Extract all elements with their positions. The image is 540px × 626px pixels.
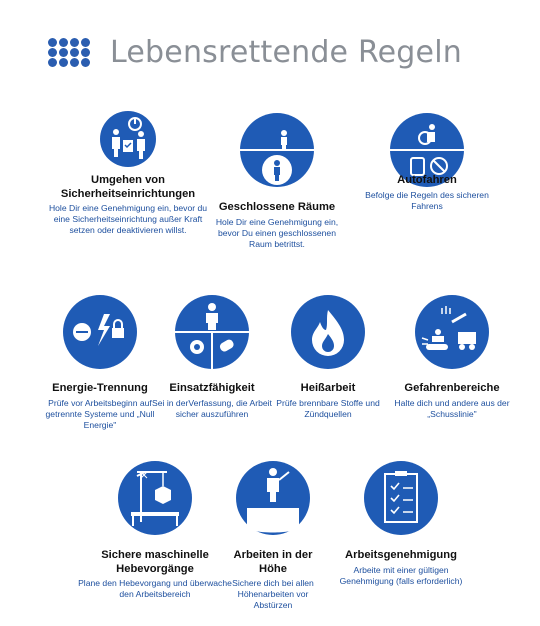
energy-isolation-icon xyxy=(60,292,140,372)
rule-working-at-height xyxy=(218,458,328,626)
rule-title: Arbeiten in der Höhe xyxy=(233,549,313,575)
rule-description: Befolge die Regeln des sicheren Fahrens xyxy=(365,189,489,211)
rule-title: Einsatzfähigkeit xyxy=(169,382,255,394)
rule-title: Gefahrenbereiche xyxy=(404,382,500,394)
rule-title: Arbeitsgenehmigung xyxy=(345,549,457,561)
rule-description: Arbeite mit einer gültigen Genehmigung (falls erforderlich) xyxy=(339,564,463,586)
line-of-fire-icon xyxy=(412,292,492,372)
rule-work-permit xyxy=(330,458,472,626)
rule-title: Heißarbeit xyxy=(300,382,356,394)
confined-space-icon xyxy=(237,110,317,190)
bypass-safety-icon xyxy=(99,110,157,168)
rule-description: Sei in derVerfassung, die Arbeit sicher auszuführen xyxy=(152,397,272,419)
rule-title: Energie-Trennung xyxy=(52,382,148,394)
fit-for-work-icon xyxy=(172,292,252,372)
rule-description: Plane den Hebevorgang und überwache den Arbeitsbereich xyxy=(78,578,232,599)
rule-description: Prüfe brennbare Stoffe und Zündquellen xyxy=(276,397,380,419)
rule-energy-isolation xyxy=(34,292,166,442)
rule-line-of-fire xyxy=(384,292,520,442)
rule-description: Prüfe vor Arbeitsbeginn auf getrennte Systeme und „Null Energie" xyxy=(45,397,155,430)
rule-hot-work xyxy=(270,292,386,442)
rule-bypass-safety xyxy=(40,110,216,270)
rule-driving xyxy=(362,110,492,270)
brand-logo-dots-icon xyxy=(46,37,96,67)
header xyxy=(46,32,462,72)
rule-title: Sichere maschinelle Hebevorgänge xyxy=(101,549,209,575)
rule-title: Autofahren xyxy=(397,174,457,186)
hot-work-icon xyxy=(288,292,368,372)
rule-lifting xyxy=(74,458,236,626)
lifting-icon xyxy=(115,458,195,538)
rule-title: Umgehen von Sicherheitseinrichtungen xyxy=(60,174,196,200)
rule-description: Halte dich und andere aus der „Schusslinie" xyxy=(394,397,510,419)
working-at-height-icon xyxy=(233,458,313,538)
rule-description: Hole Dir eine Genehmigung ein, bevor du eine Sicherheitseinrichtung außer Kraft setzen oder deaktivieren willst. xyxy=(48,203,208,235)
page-title: Lebensrettende Regeln xyxy=(110,34,462,70)
rule-title: Geschlossene Räume xyxy=(218,201,336,213)
rule-confined-space xyxy=(212,110,342,270)
work-permit-icon xyxy=(361,458,441,538)
rule-fit-for-work xyxy=(148,292,276,442)
rule-description: Hole Dir eine Genehmigung ein, bevor Du einen geschlossenen Raum betrittst. xyxy=(215,216,339,249)
rule-description: Sichere dich bei allen Höhenarbeiten vor Abstürzen xyxy=(232,578,314,610)
